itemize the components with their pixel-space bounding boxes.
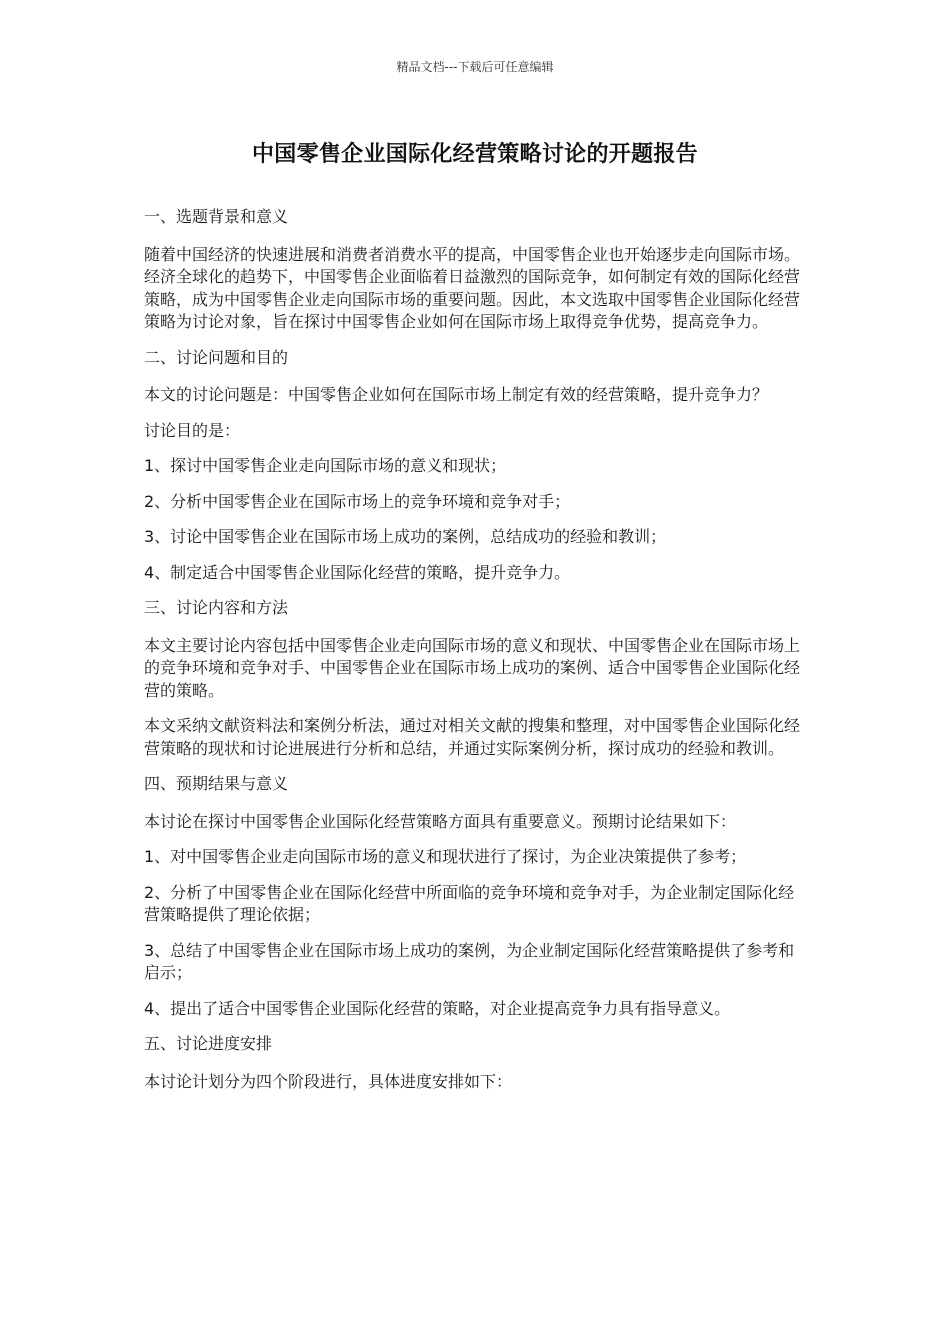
list-item-result-1: 1、对中国零售企业走向国际市场的意义和现状进行了探讨，为企业决策提供了参考； (144, 847, 747, 866)
paragraph-purpose-intro: 讨论目的是： (144, 420, 241, 440)
header-note: 精品文档---下载后可任意编辑 (396, 60, 554, 74)
document-title: 中国零售企业国际化经营策略讨论的开题报告 (251, 142, 698, 167)
paragraph-method: 本文采纳文献资料法和案例分析法，通过对相关文献的搜集和整理，对中国零售企业国际化经营策略的现状和讨论进展进行分析和总结，并通过实际案例分析，探讨成功的经验和教训。 (144, 716, 801, 758)
list-item-purpose-3: 3、讨论中国零售企业在国际市场上成功的案例，总结成功的经验和教训； (144, 527, 667, 546)
section-heading-results: 四、预期结果与意义 (144, 774, 289, 793)
paragraph-schedule: 本讨论计划分为四个阶段进行，具体进度安排如下： (144, 1071, 513, 1091)
list-item-purpose-4: 4、制定适合中国零售企业国际化经营的策略，提升竞争力。 (144, 562, 571, 582)
list-item-purpose-1: 1、探讨中国零售企业走向国际市场的意义和现状； (144, 456, 507, 475)
section-heading-questions: 二、讨论问题和目的 (144, 347, 289, 367)
paragraph-results-intro: 本讨论在探讨中国零售企业国际化经营策略方面具有重要意义。预期讨论结果如下： (144, 811, 737, 831)
list-item-result-4: 4、提出了适合中国零售企业国际化经营的策略，对企业提高竞争力具有指导意义。 (144, 998, 731, 1018)
list-item-purpose-2: 2、分析中国零售企业在国际市场上的竞争环境和竞争对手； (144, 491, 571, 511)
list-item-result-3: 3、总结了中国零售企业在国际市场上成功的案例，为企业制定国际化经营策略提供了参考和启示； (144, 940, 795, 982)
document-body (144, 206, 808, 1106)
paragraph-question: 本文的讨论问题是：中国零售企业如何在国际市场上制定有效的经营策略，提升竞争力？ (144, 385, 769, 404)
paragraph-background: 随着中国经济的快速进展和消费者消费水平的提高，中国零售企业也开始逐步走向国际市场。经济全球化的趋势下，中国零售企业面临着日益激烈的国际竞争，如何制定有效的国际化经营策略，成为中国零售企业走向国际市场的重要问题。因此，本文选取中国零售企业国际化经营策略为讨论对象，旨在探讨中国零售企业如何在国际市场上取得竞争优势，提高竞争力。 (144, 244, 801, 331)
section-heading-content: 三、讨论内容和方法 (144, 598, 289, 617)
paragraph-content: 本文主要讨论内容包括中国零售企业走向国际市场的意义和现状、中国零售企业在国际市场上的竞争环境和竞争对手、中国零售企业在国际市场上成功的案例、适合中国零售企业国际化经营的策略。 (144, 635, 801, 700)
section-heading-schedule: 五、讨论进度安排 (144, 1034, 273, 1053)
section-heading-background: 一、选题背景和意义 (144, 207, 289, 226)
list-item-result-2: 2、分析了中国零售企业在国际化经营中所面临的竞争环境和竞争对手，为企业制定国际化经营策略提供了理论依据； (144, 882, 795, 924)
